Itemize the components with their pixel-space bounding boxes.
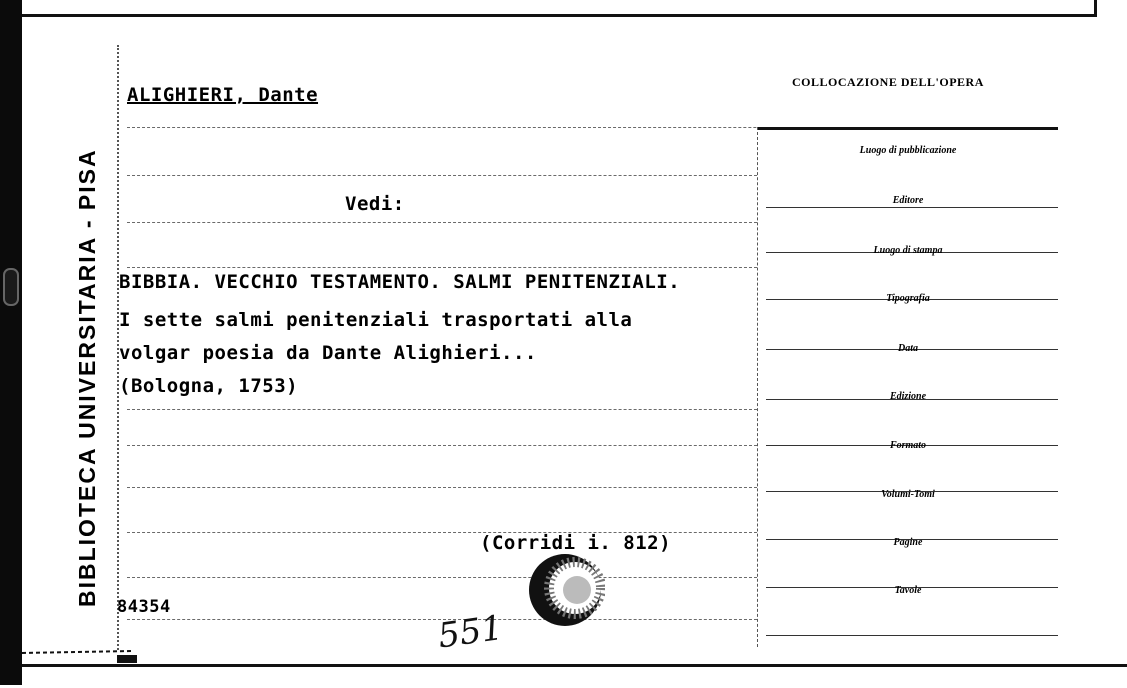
ruled-line — [127, 175, 757, 176]
punch-hole — [3, 268, 19, 306]
see-reference: Vedi: — [345, 193, 405, 215]
imprint: (Bologna, 1753) — [119, 375, 299, 397]
field-label-editore: Editore — [892, 195, 924, 206]
field-label-luogo-pubblicazione: Luogo di pubblicazione — [859, 145, 957, 156]
title-line-1: I sette salmi penitenziali trasportati alla — [119, 309, 633, 331]
field-line — [766, 207, 1058, 208]
scan-top-edge — [22, 0, 1127, 17]
field-label-data: Data — [898, 343, 918, 354]
ruled-line — [127, 222, 757, 223]
collocation-panel — [757, 127, 1058, 647]
catalog-card — [22, 17, 1097, 664]
handwritten-note — [432, 607, 512, 657]
author-heading: ALIGHIERI, Dante — [127, 84, 319, 106]
collocation-title: COLLOCAZIONE DELL'OPERA — [792, 75, 984, 89]
ruled-line — [127, 267, 757, 268]
bibliographic-reference: (Corridi i. 812) — [480, 532, 672, 554]
library-name: BIBLIOTECA UNIVERSITARIA - PISA — [74, 148, 100, 607]
field-label-volumi-tomi: Volumi-Tomi — [881, 489, 935, 500]
scan-left-edge — [0, 0, 22, 685]
library-stamp — [525, 550, 605, 630]
field-line — [766, 635, 1058, 636]
scan-bottom-edge — [22, 664, 1127, 688]
field-label-tavole: Tavole — [894, 585, 922, 596]
title-line-2: volgar poesia da Dante Alighieri... — [119, 342, 537, 364]
svg-text:551: 551 — [435, 607, 506, 657]
ruled-line — [127, 577, 757, 578]
inventory-number: 84354 — [117, 597, 171, 617]
field-label-pagine: Pagine — [893, 537, 923, 548]
field-label-formato: Formato — [889, 440, 927, 451]
subject-heading: BIBBIA. VECCHIO TESTAMENTO. SALMI PENITENZIALI. — [119, 271, 681, 293]
ruled-line — [127, 409, 757, 410]
field-label-luogo-stampa: Luogo di stampa — [873, 245, 943, 256]
scan-artifact — [22, 647, 142, 667]
field-label-edizione: Edizione — [889, 391, 927, 402]
field-label-tipografia: Tipografia — [886, 293, 930, 304]
ruled-line — [127, 487, 757, 488]
collocation-top-bar — [758, 127, 1058, 130]
ruled-line — [127, 445, 757, 446]
scan-right-edge — [1094, 0, 1127, 685]
